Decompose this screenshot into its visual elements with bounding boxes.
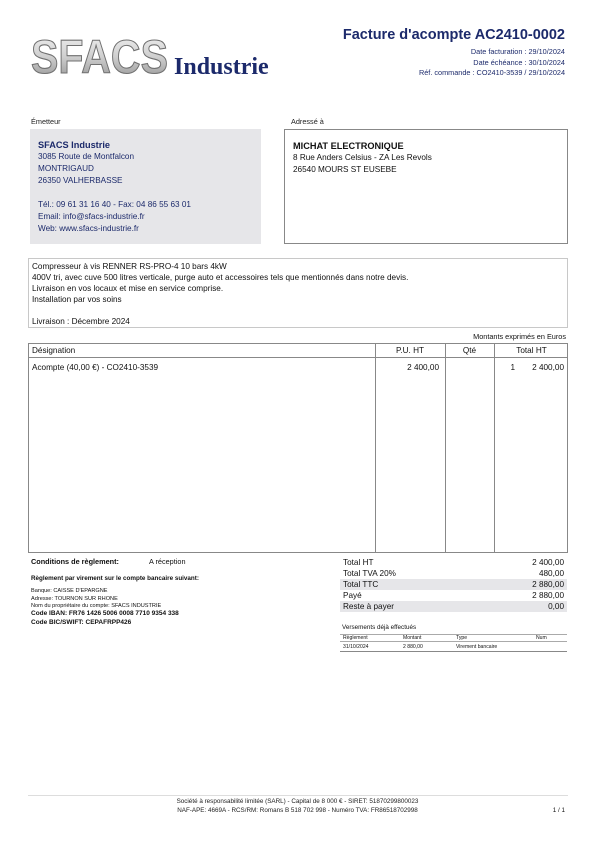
emetteur-address2: MONTRIGAUD <box>38 164 94 173</box>
total-ttc-row <box>340 579 567 590</box>
vers-header-montant: Montant <box>403 635 422 641</box>
total-label: Reste à payer <box>343 601 394 611</box>
total-value: 2 880,00 <box>532 579 564 589</box>
date-echeance: Date échéance : 30/10/2024 <box>473 57 565 67</box>
date-facturation: Date facturation : 29/10/2024 <box>470 47 565 56</box>
description-line: Livraison en vos locaux et mise en service comprise. <box>32 284 224 293</box>
emetteur-email: Email: info@sfacs-industrie.fr <box>38 212 145 221</box>
column-divider <box>494 344 495 552</box>
bank-address: Adresse: TOURNON SUR RHONE <box>31 595 118 602</box>
emetteur-label: Émetteur <box>31 117 61 126</box>
row-designation: Acompte (40,00 €) - CO2410-3539 <box>32 363 159 372</box>
emetteur-phone: Tél.: 09 61 31 16 40 - Fax: 04 86 55 63 01 <box>38 200 191 209</box>
footer-line1: Société à responsabilité limitée (SARL) - Capital de 8 000 € - SIRET: 51870299800023 <box>176 798 419 805</box>
total-tva-row <box>340 568 567 579</box>
column-divider <box>445 344 446 552</box>
client-name: MICHAT ELECTRONIQUE <box>293 141 404 151</box>
adresse-label: Adressé à <box>291 117 324 126</box>
virement-label: Règlement par virement sur le compte bancaire suivant: <box>31 575 199 582</box>
total-value: 0,00 <box>548 601 564 611</box>
bank-name: Banque: CAISSE D'EPARGNE <box>31 588 108 594</box>
header-qte: Qté <box>462 346 477 355</box>
description-box <box>28 258 568 328</box>
row-pu: 2 400,00 <box>407 363 439 372</box>
page-number: 1 / 1 <box>552 807 565 814</box>
total-ht-row <box>340 557 567 568</box>
paye-row <box>340 590 567 601</box>
header-pu: P.U. HT <box>395 346 425 355</box>
account-owner: Nom du propriétaire du compte: SFACS INDUSTRIE <box>31 603 162 609</box>
description-livraison: Livraison : Décembre 2024 <box>32 317 130 326</box>
total-value: 480,00 <box>538 568 564 578</box>
client-address1: 8 Rue Anders Celsius - ZA Les Revols <box>293 153 432 162</box>
footer-line2: NAF-APE: 4669A - RCS/RM: Romans B 518 702 998 - Numéro TVA: FR86518702998 <box>177 807 418 814</box>
total-value: 2 880,00 <box>532 590 564 600</box>
versements-table <box>340 634 567 652</box>
vers-row-montant: 2 880,00 <box>403 644 423 650</box>
emetteur-web: Web: www.sfacs-industrie.fr <box>38 224 139 233</box>
total-label: Total TTC <box>343 579 379 589</box>
logo-sfacs-text: SFACS <box>31 33 168 79</box>
versements-title: Versements déjà effectués <box>342 624 417 631</box>
invoice-title: Facture d'acompte AC2410-0002 <box>342 27 565 43</box>
iban: Code IBAN: FR76 1426 5006 0008 7710 9354 338 <box>31 610 179 617</box>
invoice-meta <box>419 47 565 79</box>
total-value: 2 400,00 <box>532 557 564 567</box>
reste-row <box>340 601 567 612</box>
total-label: Payé <box>343 590 362 600</box>
vers-header-reglement: Règlement <box>343 635 368 641</box>
footer-divider <box>28 795 568 796</box>
vers-header-type: Type <box>456 635 468 641</box>
versements-header <box>340 634 567 642</box>
description-line: Installation par vos soins <box>32 295 122 304</box>
bic: Code BIC/SWIFT: CEPAFRPP426 <box>31 618 132 626</box>
emetteur-address3: 26350 VALHERBASSE <box>38 176 123 185</box>
ref-commande: Réf. commande : CO2410-3539 / 29/10/2024 <box>418 68 565 77</box>
items-table <box>28 343 568 553</box>
emetteur-box <box>30 129 261 244</box>
total-label: Total TVA 20% <box>343 568 396 578</box>
conditions-value: A réception <box>149 557 186 566</box>
conditions-label: Conditions de règlement: <box>31 557 119 566</box>
description-line: Compresseur à vis RENNER RS-PRO-4 10 bars 4kW <box>32 262 227 271</box>
bank-details <box>31 588 161 611</box>
logo-industrie-text: Industrie <box>174 54 269 79</box>
client-address2: 26540 MOURS ST EUSEBE <box>293 165 397 174</box>
emetteur-address1: 3085 Route de Montfalcon <box>38 152 135 161</box>
row-qte: 1 <box>510 363 515 372</box>
total-label: Total HT <box>343 557 374 567</box>
emetteur-name: SFACS Industrie <box>38 140 110 150</box>
bank-codes <box>31 610 179 627</box>
header-designation: Désignation <box>32 346 76 355</box>
vers-row-type: Virement bancaire <box>456 644 498 650</box>
column-divider <box>375 344 376 552</box>
currency-note: Montants exprimés en Euros <box>473 332 566 341</box>
header-total: Total HT <box>516 346 547 355</box>
adresse-box <box>284 129 568 244</box>
vers-row-reglement: 31/10/2024 <box>343 644 369 650</box>
company-logo <box>30 33 292 79</box>
row-total: 2 400,00 <box>532 363 564 372</box>
description-line: 400V tri, avec cuve 500 litres verticale, purge auto et accessoires tels que mentionnés dans notre devis. <box>32 273 409 282</box>
vers-header-num: Num <box>536 635 547 641</box>
